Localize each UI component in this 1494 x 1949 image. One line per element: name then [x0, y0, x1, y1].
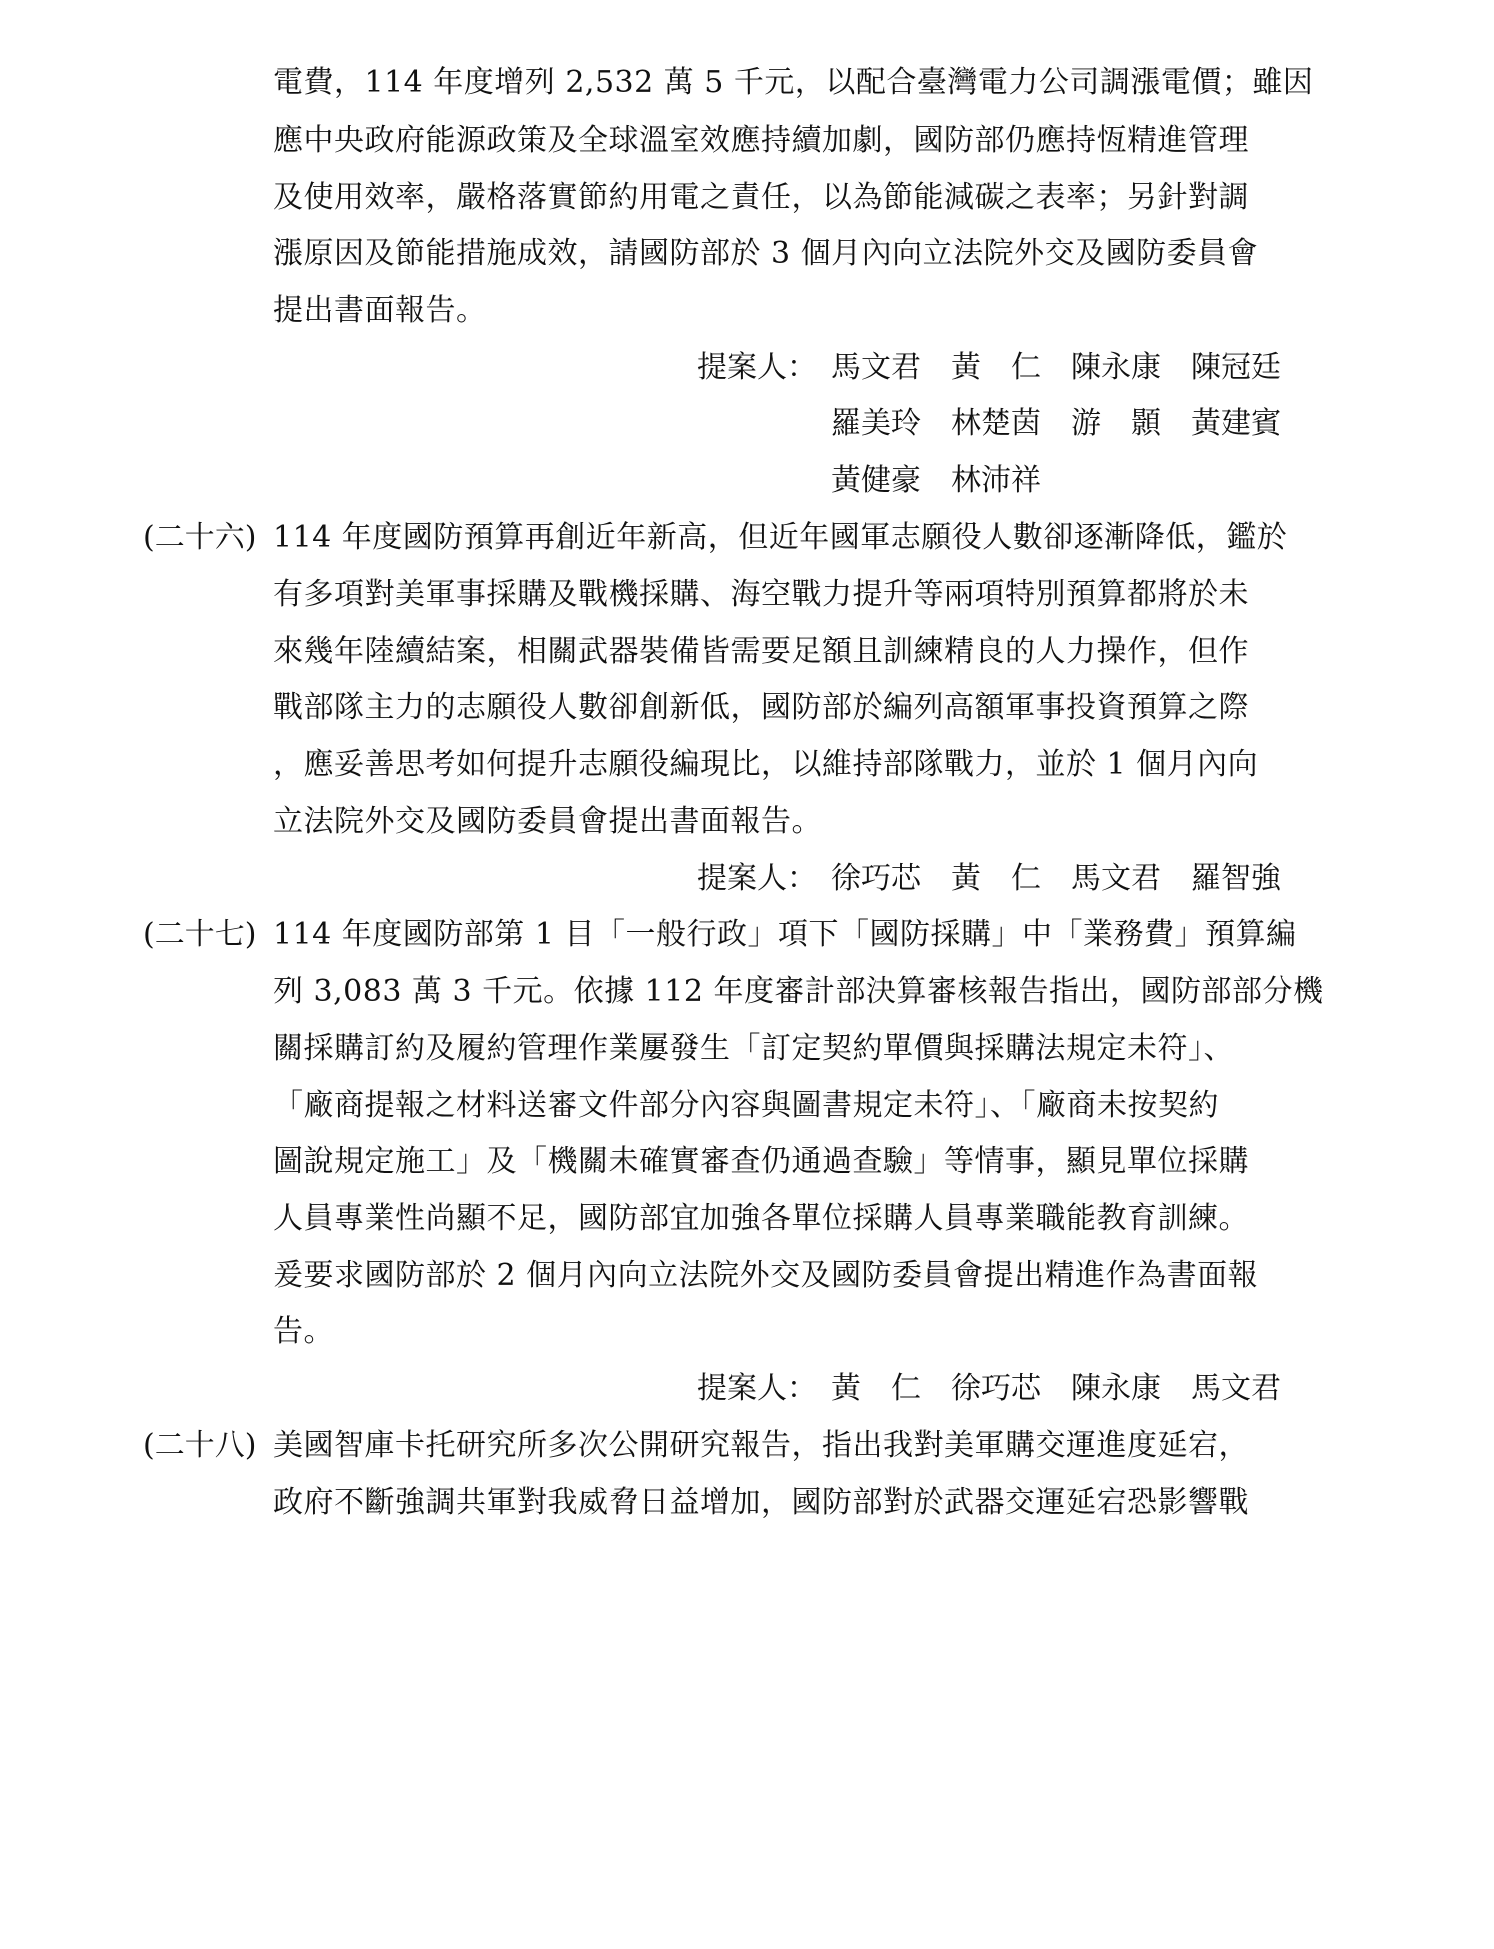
- proposer-label: 提案人：: [697, 861, 817, 896]
- paragraph-line: 美國智庫卡托研究所多次公開研究報告，指出我對美軍購交運進度延宕，: [273, 1428, 1249, 1463]
- paragraph-line: 有多項對美軍事採購及戰機採購、海空戰力提升等兩項特別預算都將於未: [273, 577, 1249, 612]
- proposer-names: 徐巧芯 黃 仁 馬文君 羅智強: [831, 861, 1281, 896]
- paragraph-line: 立法院外交及國防委員會提出書面報告。: [273, 804, 822, 839]
- item-number: (二十七): [143, 917, 257, 952]
- paragraph-line: 圖說規定施工」及「機關未確實審查仍通過查驗」等情事，顯見單位採購: [273, 1144, 1249, 1179]
- paragraph-line: 政府不斷強調共軍對我威脅日益增加，國防部對於武器交運延宕恐影響戰: [273, 1485, 1249, 1520]
- paragraph-line: 人員專業性尚顯不足，國防部宜加強各單位採購人員專業職能教育訓練。: [273, 1201, 1249, 1236]
- paragraph-line: 及使用效率，嚴格落實節約用電之責任，以為節能減碳之表率；另針對調: [273, 180, 1249, 215]
- paragraph-line: 戰部隊主力的志願役人數卻創新低，國防部於編列高額軍事投資預算之際: [273, 690, 1249, 725]
- item-number: (二十八): [143, 1428, 257, 1463]
- proposer-names: 黃健豪 林沛祥: [831, 463, 1041, 498]
- paragraph-line: 「廠商提報之材料送審文件部分內容與圖書規定未符」、「廠商未按契約: [273, 1088, 1219, 1123]
- paragraph-line: 提出書面報告。: [273, 293, 487, 328]
- paragraph-line: 關採購訂約及履約管理作業屢發生「訂定契約單價與採購法規定未符」、: [273, 1031, 1234, 1066]
- paragraph-line: 114 年度國防預算再創近年新高，但近年國軍志願役人數卻逐漸降低，鑑於: [273, 520, 1288, 555]
- paragraph-line: 漲原因及節能措施成效，請國防部於 3 個月內向立法院外交及國防委員會: [273, 236, 1259, 271]
- paragraph-line: ，應妥善思考如何提升志願役編現比，以維持部隊戰力，並於 1 個月內向: [273, 747, 1259, 782]
- proposer-label: 提案人：: [697, 350, 817, 385]
- paragraph-line: 應中央政府能源政策及全球溫室效應持續加劇，國防部仍應持恆精進管理: [273, 123, 1249, 158]
- paragraph-line: 爰要求國防部於 2 個月內向立法院外交及國防委員會提出精進作為書面報: [273, 1258, 1259, 1293]
- proposer-names: 馬文君 黃 仁 陳永康 陳冠廷: [831, 350, 1281, 385]
- paragraph-line: 電費，114 年度增列 2,532 萬 5 千元，以配合臺灣電力公司調漲電價；雖因: [273, 65, 1314, 100]
- paragraph-line: 列 3,083 萬 3 千元。依據 112 年度審計部決算審核報告指出，國防部部分機: [273, 974, 1324, 1009]
- item-number: (二十六): [143, 520, 257, 555]
- paragraph-line: 114 年度國防部第 1 目「一般行政」項下「國防採購」中「業務費」預算編: [273, 917, 1297, 952]
- proposer-names: 黃 仁 徐巧芯 陳永康 馬文君: [831, 1371, 1281, 1406]
- paragraph-line: 來幾年陸續結案，相關武器裝備皆需要足額且訓練精良的人力操作，但作: [273, 634, 1249, 669]
- proposer-names: 羅美玲 林楚茵 游 顥 黃建賓: [831, 406, 1281, 441]
- proposer-label: 提案人：: [697, 1371, 817, 1406]
- paragraph-line: 告。: [273, 1314, 334, 1349]
